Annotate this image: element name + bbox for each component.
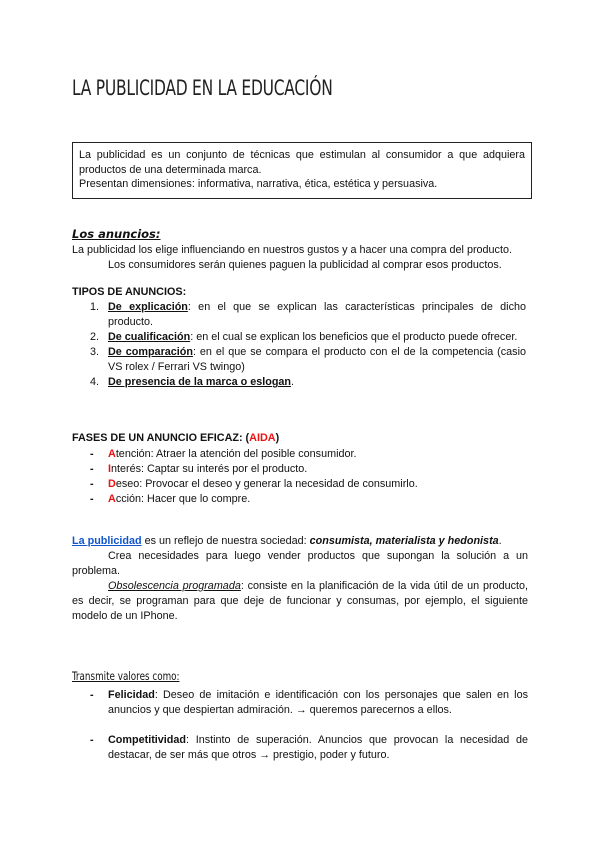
list-number: 2.: [90, 331, 100, 343]
tipos-heading: TIPOS DE ANUNCIOS:: [72, 286, 187, 298]
aida-letter: I: [108, 463, 111, 475]
aida-letter: A: [108, 448, 116, 460]
list-number: 4.: [90, 376, 100, 388]
aida-text: eseo: Provocar el deseo y generar la necesidad de consumirlo.: [115, 478, 418, 490]
list-number: 1.: [90, 301, 100, 313]
reflejo-emphasis: consumista, materialista y hedonista: [309, 535, 499, 547]
reflejo-paragraph: [72, 534, 528, 549]
tipo-term: De cualificación: [108, 331, 191, 343]
obsolescencia-term: Obsolescencia programada: [108, 580, 241, 592]
tipo-term: De explicación: [108, 301, 188, 313]
tipo-item: [72, 375, 526, 390]
necesidades-paragraph: Crea necesidades para luego vender productos que supongan la solución a un problema.: [72, 550, 528, 577]
anuncios-heading: Los anuncios:: [72, 227, 161, 241]
definition-line-2: Presentan dimensiones: informativa, narrativa, ética, estética y persuasiva.: [79, 178, 438, 190]
aida-item: - Acción: Hacer que lo compre.: [90, 493, 251, 505]
tipo-text: : en el cual se explican los beneficios que el producto puede ofrecer.: [190, 331, 518, 343]
page-title: LA PUBLICIDAD EN LA EDUCACIÓN: [72, 76, 333, 100]
aida-acronym: AIDA: [249, 432, 276, 444]
tipos-list: [72, 300, 526, 390]
aida-list: [72, 447, 418, 507]
valor-text: : Instinto de superación. Anuncios que provocan la necesidad de destacar, de ser más que otros → prestigio, poder y futuro.: [108, 734, 528, 761]
anuncios-paragraph-2: Los consumidores serán quienes paguen la publicidad al comprar esos productos.: [108, 259, 502, 271]
valores-heading: Transmite valores como:: [72, 669, 180, 683]
fases-heading-end: ): [275, 432, 280, 444]
tipo-term: De comparación: [108, 346, 193, 358]
anuncios-paragraph-1: La publicidad los elige influenciando en nuestros gustos y a hacer una compra del producto.: [72, 244, 512, 256]
tipo-item: [72, 300, 526, 330]
fases-heading: [72, 432, 279, 444]
definition-box: [72, 142, 532, 199]
tipo-text: : en el que se compara el producto con el de la competencia (casio VS rolex / Ferrari VS twingo): [108, 346, 526, 373]
aida-item: - Deseo: Provocar el deseo y generar la necesidad de consumirlo.: [90, 478, 418, 490]
obsolescencia-paragraph: [72, 579, 528, 624]
tipo-term: De presencia de la marca o eslogan: [108, 376, 292, 388]
tipo-item: [72, 345, 526, 375]
reflejo-text: es un reflejo de nuestra sociedad:: [141, 535, 310, 547]
valor-text: : Deseo de imitación e identificación con los personajes que salen en los anuncios y que despiertan admiración. → queremos parecernos a ellos.: [108, 689, 528, 716]
obsolescencia-text: : consiste en la planificación de la vida útil de un producto, es decir, se programan para que deje de funcionar y consumas, por ejemplo, el siguiente modelo de un IPhone.: [72, 580, 528, 622]
aida-item: - Interés: Captar su interés por el producto.: [90, 463, 308, 475]
tipo-text: .: [291, 376, 295, 388]
aida-letter: A: [108, 493, 116, 505]
valor-term: Competitividad: [108, 734, 186, 746]
valor-item: - Felicidad: Deseo de imitación e identificación con los personajes que salen en los anuncios y que despiertan admiración. → queremos parecernos a ellos.: [90, 689, 528, 716]
reflejo-end: .: [498, 535, 502, 547]
valor-term: Felicidad: [108, 689, 155, 701]
aida-text: tención: Atraer la atención del posible consumidor.: [115, 448, 357, 460]
valor-item: - Competitividad: Instinto de superación. Anuncios que provocan la necesidad de destacar, de ser más que otros → prestigio, poder y futuro.: [90, 734, 528, 761]
aida-letter: D: [108, 478, 116, 490]
aida-item: - Atención: Atraer la atención del posible consumidor.: [90, 448, 357, 460]
valores-list: [72, 688, 528, 763]
publicidad-link[interactable]: La publicidad: [72, 535, 142, 547]
aida-text: cción: Hacer que lo compre.: [115, 493, 251, 505]
definition-line-1: La publicidad es un conjunto de técnicas que estimulan al consumidor a que adquiera productos de una determinada marca.: [79, 149, 525, 176]
aida-text: nterés: Captar su interés por el producto.: [111, 463, 308, 475]
tipo-text: : en el que se explican las características principales de dicho producto.: [108, 301, 526, 328]
fases-heading-text: FASES DE UN ANUNCIO EFICAZ: (: [72, 432, 250, 444]
list-number: 3.: [90, 346, 100, 358]
tipo-item: [72, 330, 526, 345]
